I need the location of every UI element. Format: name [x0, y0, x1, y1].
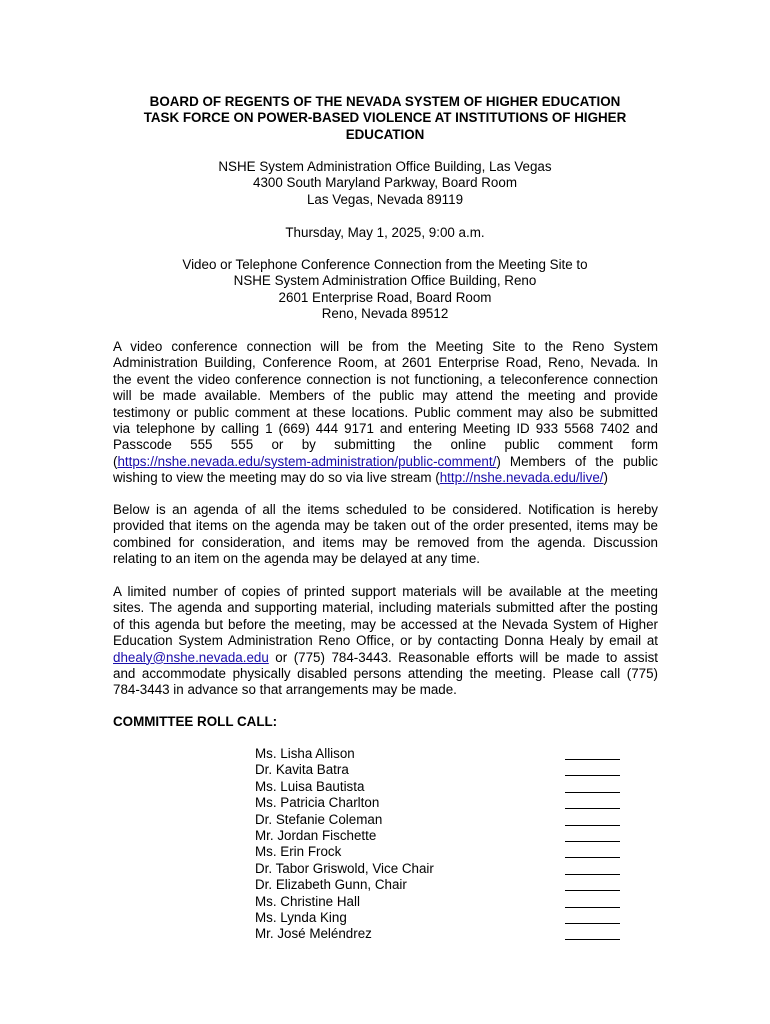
roll-call-row [255, 812, 620, 828]
video-conference-location [100, 257, 670, 323]
meeting-location [100, 159, 670, 208]
member-name: Ms. Luisa Bautista [255, 778, 365, 794]
paragraph-text: or (775) 784-3443. Reasonable efforts will be made to assist [268, 649, 658, 665]
location-line-3: Las Vegas, Nevada 89119 [306, 191, 464, 207]
paragraph-line: testimony or public comment at these locations. Public comment may also be submitted [113, 404, 658, 420]
paragraph-line: provided that items on the agenda may be taken out of the order presented, items may be [113, 518, 658, 534]
roll-call-row [255, 910, 620, 926]
roll-call-heading: COMMITTEE ROLL CALL: [113, 714, 278, 729]
member-name: Dr. Kavita Batra [255, 762, 349, 778]
roll-call-row [255, 828, 620, 844]
support-materials-paragraph [113, 584, 658, 699]
paragraph-line: A video conference connection will be from the Meeting Site to the Reno System [113, 339, 658, 354]
attendance-blank [565, 762, 620, 776]
roll-call-row [255, 844, 620, 860]
title-line-2: TASK FORCE ON POWER-BASED VIOLENCE AT INSTITUTIONS OF HIGHER [143, 110, 627, 126]
attendance-blank [565, 894, 620, 908]
roll-call-row [255, 877, 620, 893]
meeting-date [100, 225, 670, 241]
attendance-blank [565, 812, 620, 826]
attendance-blank [565, 861, 620, 875]
member-name: Ms. Christine Hall [255, 893, 360, 909]
public-comment-paragraph [113, 339, 658, 487]
live-stream-link[interactable]: http://nshe.nevada.edu/live/ [439, 470, 604, 486]
roll-call-row [255, 746, 620, 762]
paragraph-text: ) [603, 470, 608, 486]
member-name: Ms. Lynda King [255, 909, 347, 925]
paragraph-line: Below is an agenda of all the items scheduled to be considered. Notification is hereby [113, 502, 658, 517]
member-name: Ms. Lisha Allison [255, 746, 355, 761]
title-line-3: EDUCATION [345, 126, 425, 142]
member-name: Mr. Jordan Fischette [255, 827, 377, 843]
video-line-3: 2601 Enterprise Road, Board Room [278, 289, 492, 305]
paragraph-line: Passcode 555 555 or by submitting the online public comment form [113, 437, 658, 453]
roll-call-row [255, 861, 620, 877]
member-name: Dr. Elizabeth Gunn, Chair [255, 877, 407, 893]
attendance-blank [565, 828, 620, 842]
paragraph-line: via telephone by calling 1 (669) 444 9171 and entering Meeting ID 933 5568 7402 and [113, 420, 658, 436]
location-line-1: NSHE System Administration Office Building, Las Vegas [218, 159, 552, 174]
video-line-1: Video or Telephone Conference Connection from the Meeting Site to [182, 257, 588, 272]
paragraph-line: Administration Building, Conference Room, at 2601 Enterprise Road, Reno, Nevada. In [113, 355, 658, 371]
member-name: Ms. Patricia Charlton [255, 795, 380, 811]
member-name: Ms. Erin Frock [255, 844, 342, 860]
paragraph-line: of this agenda but before the meeting, may be accessed at the Nevada System of Higher [113, 616, 658, 632]
public-comment-link[interactable]: https://nshe.nevada.edu/system-administration/public-comment/ [117, 453, 497, 469]
meeting-date-text: Thursday, May 1, 2025, 9:00 a.m. [285, 225, 485, 240]
paragraph-line: 784-3443 in advance so that arrangements may be made. [113, 682, 457, 698]
attendance-blank [565, 795, 620, 809]
paragraph-line: A limited number of copies of printed support materials will be available at the meeting [113, 584, 658, 599]
paragraph-line [113, 650, 658, 666]
paragraph-line: combined for consideration, and items may be removed from the agenda. Discussion [113, 534, 658, 550]
paragraph-line: Education System Administration Reno Office, or by contacting Donna Healy by email at [113, 633, 658, 649]
email-link[interactable]: dhealy@nshe.nevada.edu [113, 649, 269, 665]
roll-call-row [255, 926, 620, 942]
paragraph-text: wishing to view the meeting may do so via live stream ( [113, 470, 440, 486]
paragraph-line [113, 454, 658, 470]
attendance-blank [565, 746, 620, 760]
roll-call-row [255, 779, 620, 795]
roll-call-row [255, 795, 620, 811]
member-name: Mr. José Meléndrez [255, 926, 372, 942]
paragraph-line: the event the video conference connection is not functioning, a teleconference connection [113, 371, 658, 387]
paragraph-text: ) Members of the public [496, 453, 658, 469]
video-line-2: NSHE System Administration Office Building, Reno [233, 273, 537, 289]
video-line-4: Reno, Nevada 89512 [321, 306, 449, 322]
roll-call-list [255, 746, 620, 943]
roll-call-row [255, 762, 620, 778]
paragraph-line: will be made available. Members of the public may attend the meeting and provide [113, 388, 658, 404]
paren-open: ( [113, 453, 118, 469]
paragraph-line: relating to an item on the agenda may be delayed at any time. [113, 551, 480, 567]
paragraph-line: sites. The agenda and supporting material, including materials submitted after the posting [113, 600, 658, 616]
attendance-blank [565, 877, 620, 891]
member-name: Dr. Tabor Griswold, Vice Chair [255, 860, 434, 876]
title-line-1: BOARD OF REGENTS OF THE NEVADA SYSTEM OF HIGHER EDUCATION [149, 94, 621, 109]
attendance-blank [565, 926, 620, 940]
attendance-blank [565, 779, 620, 793]
attendance-blank [565, 910, 620, 924]
paragraph-line [113, 470, 658, 486]
member-name: Dr. Stefanie Coleman [255, 811, 383, 827]
attendance-blank [565, 844, 620, 858]
location-line-2: 4300 South Maryland Parkway, Board Room [253, 175, 517, 191]
roll-call-row [255, 894, 620, 910]
document-title [100, 94, 670, 143]
paragraph-line: and accommodate physically disabled persons attending the meeting. Please call (775) [113, 665, 658, 681]
agenda-notice-paragraph [113, 502, 658, 568]
